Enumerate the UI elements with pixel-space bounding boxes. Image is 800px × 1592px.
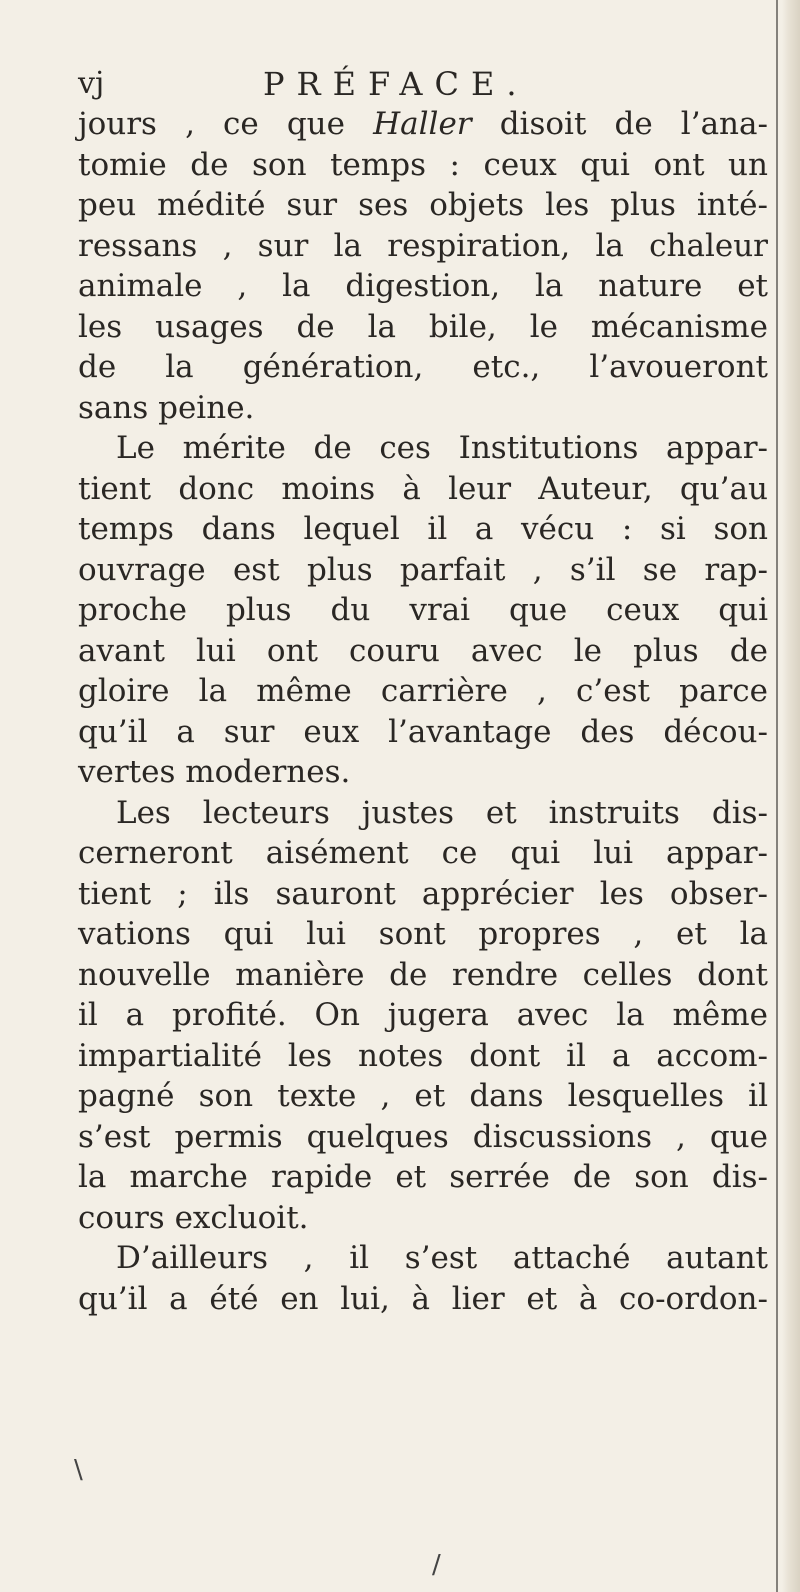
text-line-24: impartialité les notes dont il a accom- xyxy=(78,1037,768,1074)
text-line-9: Le mérite de ces Institutions appar- xyxy=(116,430,768,466)
text-line-20: tient ; ils sauront apprécier les obser- xyxy=(78,875,768,912)
text-line-3: peu médité sur ses objets les plus inté- xyxy=(78,187,768,223)
text-line-13: proche plus du vrai que ceux qui xyxy=(78,592,768,628)
text-line-2: tomie de son temps : ceux qui ont un xyxy=(78,146,768,183)
text-line-25: pagné son texte , et dans lesquelles il xyxy=(78,1078,768,1114)
text-line-16: qu’il a sur eux l’avantage des décou- xyxy=(78,713,768,750)
text-line-15: gloire la même carrière , c’est parce xyxy=(78,673,768,709)
text-line-14: avant lui ont couru avec le plus de xyxy=(78,632,768,669)
text-line-21: vations qui lui sont propres , et la xyxy=(78,916,768,952)
text-line-11: temps dans lequel il a vécu : si son xyxy=(78,511,768,547)
text-line-30: qu’il a été en lui, à lier et à co-ordon- xyxy=(78,1280,768,1317)
body-text xyxy=(78,104,768,1319)
running-head: PRÉFACE. xyxy=(263,65,529,103)
page-edge xyxy=(782,0,800,1592)
page-header xyxy=(78,64,758,104)
text-line-29: D’ailleurs , il s’est attaché autant xyxy=(116,1240,768,1276)
text-line-4: ressans , sur la respiration, la chaleur xyxy=(78,227,768,264)
page-number: vj xyxy=(78,66,105,101)
text-line-26: s’est permis quelques discussions , que xyxy=(78,1118,768,1155)
page-gutter-rule xyxy=(776,0,778,1592)
text-line-1: jours , ce que Haller disoit de l’ana- xyxy=(78,106,768,142)
text-line-7: de la génération, etc., l’avoueront xyxy=(78,349,768,385)
text-line-5: animale , la digestion, la nature et xyxy=(78,268,768,304)
text-line-6: les usages de la bile, le mécanisme xyxy=(78,308,768,345)
text-line-10: tient donc moins à leur Auteur, qu’au xyxy=(78,470,768,507)
text-line-19: cerneront aisément ce qui lui appar- xyxy=(78,835,768,871)
stray-mark-bottom: / xyxy=(432,1550,441,1580)
text-line-12: ouvrage est plus parfait , s’il se rap- xyxy=(78,551,768,588)
author-name-italic: Haller xyxy=(373,106,472,142)
text-line-23: il a profité. On jugera avec la même xyxy=(78,997,768,1033)
text-line-17: vertes modernes. xyxy=(78,754,351,790)
text-line-27: la marche rapide et serrée de son dis- xyxy=(78,1159,768,1195)
text-line-22: nouvelle manière de rendre celles dont xyxy=(78,956,768,993)
text-line-18: Les lecteurs justes et instruits dis- xyxy=(116,794,768,831)
stray-mark-left: \ xyxy=(74,1455,83,1485)
text-line-8: sans peine. xyxy=(78,389,255,426)
text-line-28: cours excluoit. xyxy=(78,1199,309,1236)
